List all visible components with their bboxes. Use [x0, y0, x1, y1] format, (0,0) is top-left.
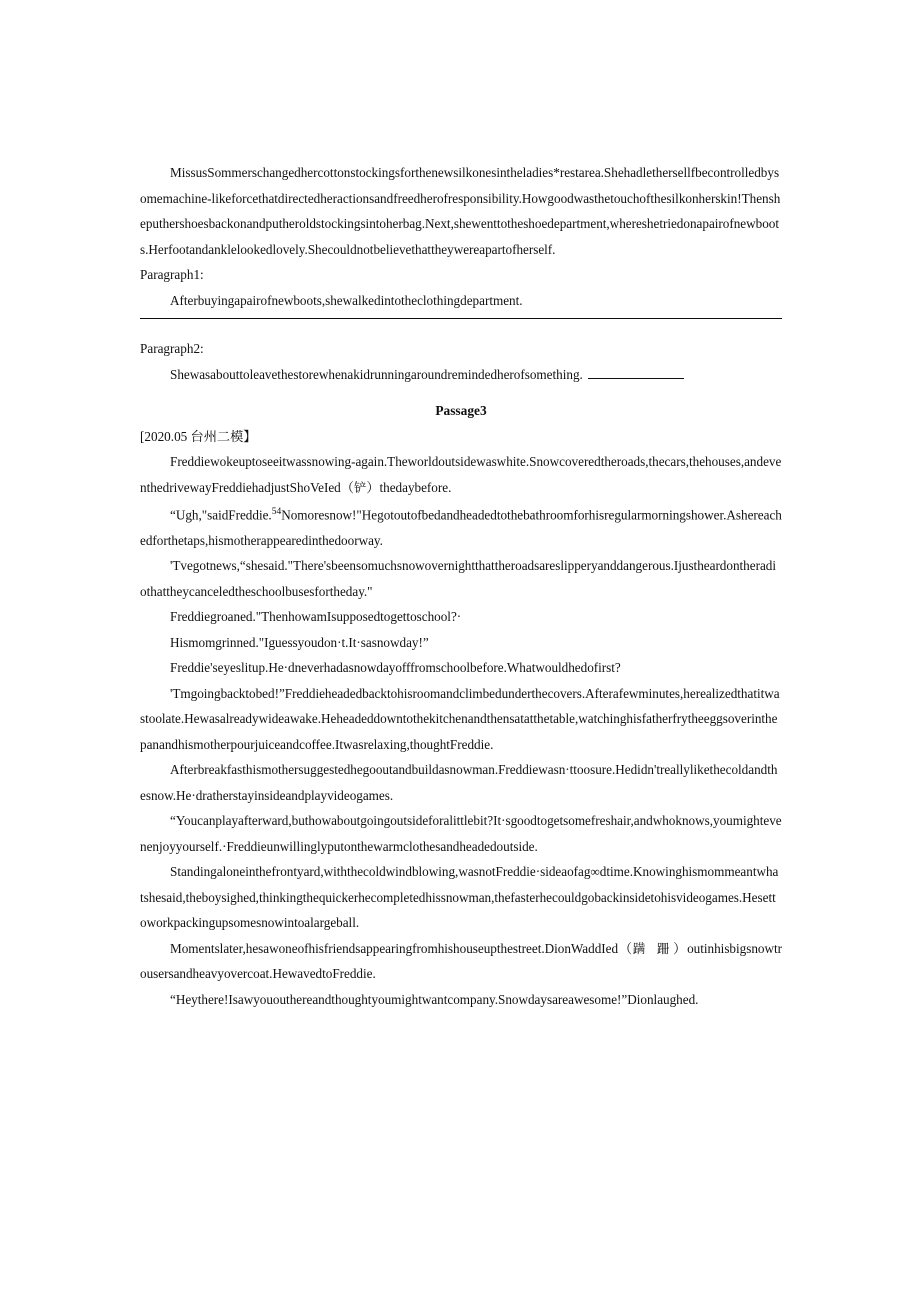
- passage3-paragraph-10: Standingaloneinthefrontyard,withthecoldwindblowing,wasnotFreddie·sideaofag∞dtime.Knowinghismommeantwhatshesaid,theboysighed,thinkingthequickerhecompletedhissnowman,thefasterhecouldgobackinsidetohisvideogames.Hesettoworkpackingupsomesnowintoalargeball.: [140, 864, 779, 931]
- paragraph1-label: Paragraph1:: [140, 267, 204, 282]
- paragraph2-label: Paragraph2:: [140, 341, 204, 356]
- p2-pre: “Ugh,"saidFreddie.: [170, 507, 272, 523]
- page-content: [140, 160, 782, 1012]
- p2-post: Nomoresnow!"Hegotoutofbedandheadedtothebathroomforhisregularmorningshower.Ashereachedforthetaps,hismotherappearedinthedoorway.: [140, 507, 782, 548]
- rule-spacer: [140, 319, 782, 336]
- passage3-paragraph-9: “Youcanplayafterward,buthowaboutgoingoutsideforalittlebit?It·sgoodtogetsomefreshair,andwhoknows,youmightevenenjoyyourself.·Freddieunwillinglyputonthewarmclothesandheadedoutside.: [140, 813, 782, 854]
- p11-post: ）outinhisbigsnowtrousersandheavyovercoat.HewavedtoFreddie.: [140, 940, 782, 982]
- paragraph1-text: Afterbuyingapairofnewboots,shewalkedintotheclothingdepartment.: [170, 292, 523, 308]
- p1-pre: Freddiewokeuptoseeitwassnowing-: [170, 454, 356, 469]
- p11-pre: Momentslater,hesawoneofhisfriendsappearingfromhishouseupthestreet.DionWaddIed（: [170, 940, 633, 956]
- heading-spacer: [140, 387, 782, 398]
- passage3-paragraph-12: “Heythere!Isawyououthereandthoughtyoumightwantcompany.Snowdaysareawesome!”Dionlaughed.: [170, 991, 699, 1007]
- p1-line3-pre: hadjustShoVeIed（: [251, 479, 354, 495]
- passage2-body-paragraph: MissusSommerschangedhercottonstockingsforthenewsilkonesintheladies*restarea.Shehadlethersellfbecontrolledbysomemachine-likeforcethatdirectedheractionsandfreedherofresponsibility.Howgoodwasthetouchofthesilkonherskin!Thensheputhershoesbackonandputheroldstockingsintoherbag.Next,shewenttotheshoedepartment,whereshetriedonapairofnewboots.Herfootandanklelookedlovely.Shecouldnotbelievethattheywereapartofherself.: [140, 165, 781, 257]
- passage3-heading: Passage3: [435, 403, 487, 418]
- passage3-paragraph-3: 'Tvegotnews,“shesaid."There'sbeensomuchsnowovernightthattheroadsareslipperyanddangerous.Ijustheardontheradiothattheycanceledtheschoolbusesfortheday.": [140, 558, 777, 599]
- gloss-waddle-chinese: 蹒 跚: [632, 940, 674, 956]
- passage3-paragraph-6: Freddie'seyeslitup.He·dneverhadasnowdayofffromschoolbefore.Whatwouldhedofirst?: [170, 660, 621, 676]
- gloss-shovel-chinese: 铲: [353, 479, 367, 495]
- p1-line2: again.Theworldoutsidewaswhite.Snowcoveredtheroads,thecars,thehouses,andeventhedrivewayFreddie: [140, 454, 782, 495]
- passage3-paragraph-1: [140, 449, 782, 500]
- p2-ocr-artifact: 54: [271, 507, 282, 517]
- passage3-paragraph-4: Freddiegroaned."ThenhowamIsupposedtogettoschool?·: [170, 609, 462, 625]
- paragraph2-sentence: Shewasabouttoleavethestorewhenakidrunningaroundremindedherofsomething.: [170, 366, 583, 382]
- answer-blank-underline[interactable]: [588, 367, 684, 379]
- passage3-paragraph-7: 'Tmgoingbacktobed!”Freddieheadedbacktohisroomandclimbedunderthecovers.Afterafewminutes,herealizedthatitwastoolate.Hewasalreadywideawake.Heheadeddowntothekitchenandthensatatthetable,watchinghisfatherfrytheeggsoverinthepanandhismotherpourjuiceandcoffee.Itwasrelaxing,thoughtFreddie.: [140, 685, 780, 752]
- passage3-paragraph-11: [140, 936, 782, 987]
- p1-line3-post: ）thedaybefore.: [366, 479, 452, 495]
- passage3-paragraph-8: Afterbreakfasthismothersuggestedhegooutandbuildasnowman.Freddiewasn·ttoosure.Hedidn'treallylikethecoldandthesnow.He·dratherstayinsideandplayvideogames.: [140, 762, 778, 803]
- paragraph2-text: [140, 362, 782, 388]
- passage3-paragraph-2: [140, 500, 782, 553]
- passage3-source-label: [2020.05 台州二模】: [140, 428, 257, 444]
- passage3-paragraph-5: Hismomgrinned."Iguessyoudon·t.It·sasnowday!”: [170, 634, 429, 650]
